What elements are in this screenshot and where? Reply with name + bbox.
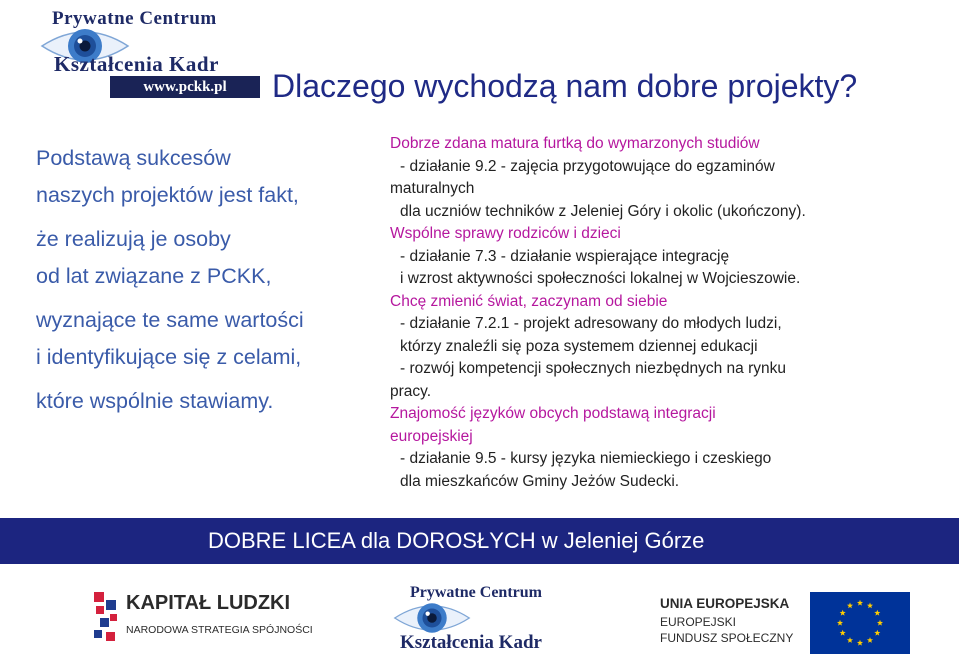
left-text-line: i identyfikujące się z celami,: [36, 344, 302, 369]
left-text-line: od lat związane z PCKK,: [36, 263, 272, 288]
project-heading: Chcę zmienić świat, zaczynam od siebie: [390, 292, 668, 310]
kapital-ludzki-subtitle: NARODOWA STRATEGIA SPÓJNOŚCI: [126, 624, 313, 636]
kapital-ludzki-title: KAPITAŁ LUDZKI: [126, 592, 291, 614]
left-text-line: Podstawą sukcesów: [36, 146, 231, 170]
pckk-logo-top: [30, 4, 262, 102]
project-detail: - rozwój kompetencji społecznych niezbędnych na rynku: [400, 360, 786, 377]
project-heading: Dobrze zdana matura furtką do wymarzonych studiów: [390, 135, 760, 152]
project-detail: - działanie 7.3 - działanie wspierające integrację: [400, 247, 730, 265]
project-heading: Wspólne sprawy rodziców i dzieci: [390, 225, 621, 242]
eu-line-3: FUNDUSZ SPOŁECZNY: [660, 631, 794, 645]
left-text-column: [36, 140, 371, 420]
logo-line-1: Prywatne Centrum: [410, 584, 542, 601]
logo-line-2: Kształcenia Kadr: [54, 52, 219, 76]
project-detail: - działanie 7.2.1 - projekt adresowany do młodych ludzi,: [400, 315, 782, 332]
left-text-line: naszych projektów jest fakt,: [36, 182, 299, 207]
project-detail: którzy znaleźli się poza systemem dziennej edukacji: [400, 337, 758, 355]
projects-list: [390, 133, 950, 493]
eu-line-1: UNIA EUROPEJSKA: [660, 596, 790, 611]
project-detail: pracy.: [390, 382, 432, 400]
project-detail: - działanie 9.2 - zajęcia przygotowujące do egzaminów: [400, 157, 775, 175]
project-detail: - działanie 9.5 - kursy języka niemieckiego i czeskiego: [400, 450, 772, 467]
kapital-ludzki-mark-icon: [92, 590, 124, 648]
project-detail: dla mieszkańców Gminy Jeżów Sudecki.: [400, 472, 680, 490]
logo-line-1: Prywatne Centrum: [52, 8, 217, 29]
footer-banner: [0, 518, 959, 564]
eu-flag-icon: [810, 592, 910, 654]
pckk-logo-bottom: [388, 580, 588, 668]
slide-title: Dlaczego wychodzą nam dobre projekty?: [272, 68, 858, 104]
left-text-line: które wspólnie stawiamy.: [36, 389, 274, 413]
eu-logo: [660, 592, 920, 654]
banner-text: DOBRE LICEA dla DOROSŁYCH w Jeleniej Górze: [208, 528, 705, 553]
eu-line-2: EUROPEJSKI: [660, 615, 737, 629]
logo-url: www.pckk.pl: [110, 76, 260, 98]
project-heading: Znajomość języków obcych podstawą integracji: [390, 405, 716, 422]
project-detail: dla uczniów techników z Jeleniej Góry i okolic (ukończony).: [400, 202, 806, 220]
project-detail: i wzrost aktywności społeczności lokalnej w Wojcieszowie.: [400, 270, 801, 287]
project-detail: maturalnych: [390, 180, 475, 197]
project-heading: europejskiej: [390, 427, 473, 445]
kapital-ludzki-logo: [92, 590, 352, 650]
left-text-line: że realizują je osoby: [36, 227, 231, 251]
logo-line-2: Kształcenia Kadr: [400, 632, 542, 653]
left-text-line: wyznające te same wartości: [36, 308, 304, 332]
